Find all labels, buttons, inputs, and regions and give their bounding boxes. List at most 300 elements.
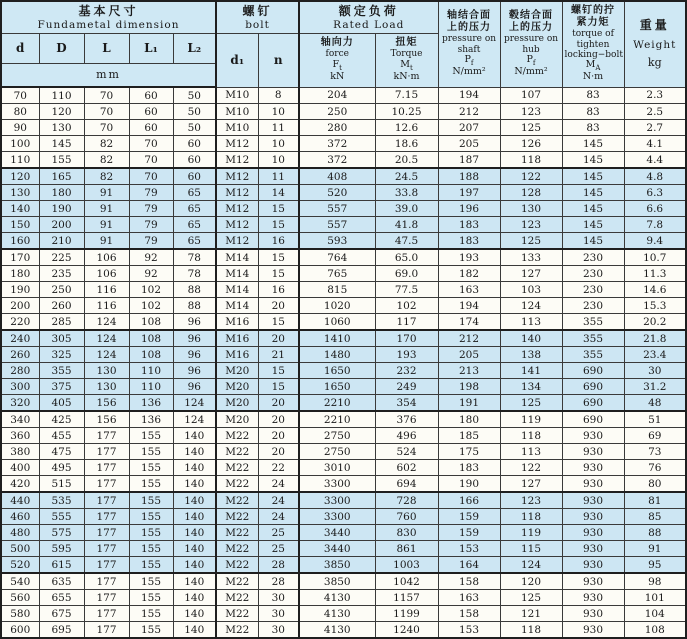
- cell: 16: [258, 233, 299, 250]
- cell: 15: [258, 314, 299, 331]
- cell: 2.5: [624, 104, 686, 120]
- cell: 107: [500, 87, 562, 104]
- cell: 355: [562, 330, 624, 347]
- cell: 930: [562, 492, 624, 509]
- cell: 91: [84, 185, 129, 201]
- cell: M20: [216, 379, 258, 395]
- cell: 123: [500, 492, 562, 509]
- table-row: [1, 136, 686, 152]
- cell: 140: [173, 476, 216, 493]
- cell: 355: [39, 363, 84, 379]
- cell: 3440: [299, 525, 375, 541]
- force-en: force: [325, 49, 349, 60]
- cell: 155: [129, 557, 173, 574]
- cell: 1020: [299, 298, 375, 314]
- cell: 165: [39, 168, 84, 185]
- cell: 60: [173, 168, 216, 185]
- cell: 125: [500, 120, 562, 136]
- table-row: [1, 411, 686, 428]
- cell: 83: [562, 120, 624, 136]
- cell: 1480: [299, 347, 375, 363]
- cell: 145: [562, 201, 624, 217]
- cell: 690: [562, 411, 624, 428]
- cell: 30: [258, 606, 299, 622]
- cell: 28: [258, 557, 299, 574]
- cell: 102: [375, 298, 438, 314]
- cell: 155: [129, 428, 173, 444]
- cell: 155: [129, 460, 173, 476]
- cell: 360: [1, 428, 39, 444]
- cell: 122: [500, 460, 562, 476]
- cell: 47.5: [375, 233, 438, 250]
- cell: 155: [129, 476, 173, 493]
- cell: 128: [500, 185, 562, 201]
- cell: 12.6: [375, 120, 438, 136]
- cell: 355: [562, 314, 624, 331]
- cell: 3850: [299, 557, 375, 574]
- cell: 20.2: [624, 314, 686, 331]
- cell: 102: [129, 282, 173, 298]
- cell: 81: [624, 492, 686, 509]
- cell: 90: [1, 120, 39, 136]
- cell: 6.3: [624, 185, 686, 201]
- cell: 24: [258, 492, 299, 509]
- cell: 177: [84, 622, 129, 639]
- header-basic-dimension: [1, 1, 216, 33]
- cell: 79: [129, 185, 173, 201]
- table-row: [1, 217, 686, 233]
- cell: 183: [438, 233, 500, 250]
- cell: 119: [500, 411, 562, 428]
- cell: 420: [1, 476, 39, 493]
- cell: 495: [39, 460, 84, 476]
- cell: 140: [173, 509, 216, 525]
- cell: 3300: [299, 476, 375, 493]
- cell: 118: [500, 622, 562, 639]
- cell: 930: [562, 573, 624, 590]
- cell: 118: [500, 509, 562, 525]
- cell: 225: [39, 249, 84, 266]
- cell: 175: [438, 444, 500, 460]
- cell: 6.6: [624, 201, 686, 217]
- cell: 861: [375, 541, 438, 557]
- table-row: [1, 590, 686, 606]
- cell: M16: [216, 347, 258, 363]
- cell: 930: [562, 444, 624, 460]
- cell: 156: [84, 411, 129, 428]
- cell: 92: [129, 266, 173, 282]
- cell: 191: [438, 395, 500, 412]
- cell: 930: [562, 622, 624, 639]
- cell: 118: [500, 152, 562, 169]
- force-symbol: $F_t$: [332, 58, 342, 72]
- cell: 70: [129, 152, 173, 169]
- table-row: [1, 314, 686, 331]
- cell: M22: [216, 492, 258, 509]
- cell: 190: [39, 201, 84, 217]
- cell: M22: [216, 573, 258, 590]
- cell: 655: [39, 590, 84, 606]
- cell: 480: [1, 525, 39, 541]
- cell: 765: [299, 266, 375, 282]
- cell: 155: [39, 152, 84, 169]
- cell: 120: [500, 573, 562, 590]
- cell: 145: [562, 168, 624, 185]
- cell: 101: [624, 590, 686, 606]
- cell: 580: [1, 606, 39, 622]
- cell: 78: [173, 266, 216, 282]
- cell: 96: [173, 379, 216, 395]
- cell: 425: [39, 411, 84, 428]
- cell: 557: [299, 217, 375, 233]
- cell: 690: [562, 395, 624, 412]
- table-row: [1, 541, 686, 557]
- cell: 124: [173, 395, 216, 412]
- cell: 140: [173, 428, 216, 444]
- cell: 140: [173, 622, 216, 639]
- cell: 136: [129, 411, 173, 428]
- cell: 212: [438, 104, 500, 120]
- cell: 65: [173, 201, 216, 217]
- cell: M22: [216, 476, 258, 493]
- cell: 160: [1, 233, 39, 250]
- pressure-shaft-symbol: $P_f$: [464, 54, 474, 68]
- cell: 7.8: [624, 217, 686, 233]
- cell: 110: [39, 87, 84, 104]
- cell: 1410: [299, 330, 375, 347]
- cell: 130: [84, 379, 129, 395]
- cell: 15: [258, 201, 299, 217]
- cell: 930: [562, 509, 624, 525]
- cell: 80: [1, 104, 39, 120]
- cell: 230: [562, 282, 624, 298]
- table-row: [1, 606, 686, 622]
- cell: 182: [438, 266, 500, 282]
- cell: 140: [500, 330, 562, 347]
- table-row: [1, 347, 686, 363]
- cell: M12: [216, 201, 258, 217]
- cell: 145: [562, 152, 624, 169]
- cell: 500: [1, 541, 39, 557]
- pressure-hub-en: pressure on hub: [503, 34, 559, 55]
- cell: 30: [624, 363, 686, 379]
- cell: 690: [562, 379, 624, 395]
- cell: 136: [129, 395, 173, 412]
- cell: 140: [173, 606, 216, 622]
- cell: 20: [258, 330, 299, 347]
- pressure-hub-zh: 毂结合面上的压力: [509, 10, 554, 34]
- cell: 193: [438, 249, 500, 266]
- cell: 50: [173, 120, 216, 136]
- cell: 73: [624, 444, 686, 460]
- cell: 60: [173, 152, 216, 169]
- cell: 79: [129, 233, 173, 250]
- cell: 70: [84, 120, 129, 136]
- table-row: [1, 476, 686, 493]
- cell: 180: [438, 411, 500, 428]
- cell: 113: [500, 314, 562, 331]
- cell: 69: [624, 428, 686, 444]
- cell: 280: [299, 120, 375, 136]
- basic-dimension-en: Fundametal dimension: [37, 18, 180, 31]
- cell: 2750: [299, 428, 375, 444]
- cell: 3010: [299, 460, 375, 476]
- cell: 65: [173, 233, 216, 250]
- cell: M16: [216, 314, 258, 331]
- cell: 20.5: [375, 152, 438, 169]
- cell: 177: [84, 428, 129, 444]
- cell: 1042: [375, 573, 438, 590]
- cell: 400: [1, 460, 39, 476]
- cell: 694: [375, 476, 438, 493]
- cell: M22: [216, 460, 258, 476]
- cell: 140: [173, 525, 216, 541]
- cell: 96: [173, 314, 216, 331]
- cell: 39.0: [375, 201, 438, 217]
- cell: 177: [84, 460, 129, 476]
- cell: 300: [1, 379, 39, 395]
- cell: 4.4: [624, 152, 686, 169]
- table-row: [1, 185, 686, 201]
- cell: 70: [84, 87, 129, 104]
- cell: 124: [84, 330, 129, 347]
- col-L1: L₁: [129, 33, 173, 63]
- cell: 155: [129, 541, 173, 557]
- table-row: [1, 492, 686, 509]
- cell: 260: [1, 347, 39, 363]
- cell: 520: [299, 185, 375, 201]
- cell: 180: [1, 266, 39, 282]
- cell: 145: [562, 233, 624, 250]
- cell: 240: [1, 330, 39, 347]
- cell: 2.3: [624, 87, 686, 104]
- cell: 33.8: [375, 185, 438, 201]
- cell: 96: [173, 330, 216, 347]
- cell: 116: [84, 298, 129, 314]
- table-body: [1, 87, 686, 638]
- cell: 200: [39, 217, 84, 233]
- cell: 930: [562, 606, 624, 622]
- cell: 557: [299, 201, 375, 217]
- cell: 96: [173, 347, 216, 363]
- cell: 20: [258, 428, 299, 444]
- cell: 65: [173, 217, 216, 233]
- pressure-shaft-zh: 轴结合面上的压力: [447, 10, 492, 34]
- cell: M12: [216, 217, 258, 233]
- cell: 213: [438, 363, 500, 379]
- cell: 106: [84, 249, 129, 266]
- cell: 408: [299, 168, 375, 185]
- cell: 2210: [299, 395, 375, 412]
- cell: 113: [500, 444, 562, 460]
- cell: 100: [1, 136, 39, 152]
- cell: M22: [216, 590, 258, 606]
- cell: 110: [1, 152, 39, 169]
- table-row: [1, 525, 686, 541]
- cell: M10: [216, 120, 258, 136]
- cell: M12: [216, 152, 258, 169]
- cell: 30: [258, 590, 299, 606]
- cell: 3300: [299, 509, 375, 525]
- cell: M22: [216, 509, 258, 525]
- cell: 535: [39, 492, 84, 509]
- cell: 3300: [299, 492, 375, 509]
- pressure-shaft-en: pressure on shaft: [441, 34, 497, 55]
- cell: 83: [562, 104, 624, 120]
- cell: 141: [500, 363, 562, 379]
- cell: 183: [438, 217, 500, 233]
- cell: 127: [500, 266, 562, 282]
- cell: 930: [562, 590, 624, 606]
- header-rated-load: [299, 1, 438, 33]
- header-pressure-on-shaft: [438, 1, 500, 87]
- cell: 230: [562, 298, 624, 314]
- torque-symbol: $M_t$: [400, 58, 413, 72]
- cell: M22: [216, 541, 258, 557]
- cell: 930: [562, 541, 624, 557]
- torque-zh: 扭矩: [395, 37, 418, 49]
- cell: 21.8: [624, 330, 686, 347]
- cell: 140: [173, 573, 216, 590]
- cell: 145: [562, 136, 624, 152]
- cell: 133: [500, 249, 562, 266]
- cell: 163: [438, 282, 500, 298]
- cell: 108: [129, 314, 173, 331]
- cell: 10.25: [375, 104, 438, 120]
- cell: 196: [438, 201, 500, 217]
- cell: 50: [173, 87, 216, 104]
- locking-bolt-torque-en: torque of tighten locking−bolt: [564, 29, 623, 60]
- cell: 155: [129, 606, 173, 622]
- cell: 170: [1, 249, 39, 266]
- table-row: [1, 201, 686, 217]
- cell: 174: [438, 314, 500, 331]
- col-L: L: [84, 33, 129, 63]
- cell: 124: [84, 347, 129, 363]
- cell: 140: [173, 557, 216, 574]
- cell: 515: [39, 476, 84, 493]
- cell: 126: [500, 136, 562, 152]
- cell: 30: [258, 622, 299, 639]
- cell: 130: [84, 363, 129, 379]
- cell: 20: [258, 298, 299, 314]
- col-D: D: [39, 33, 84, 63]
- cell: 540: [1, 573, 39, 590]
- cell: 205: [438, 347, 500, 363]
- cell: 230: [562, 266, 624, 282]
- cell: 260: [39, 298, 84, 314]
- header-weight: [624, 1, 686, 87]
- header-locking-bolt-torque: [562, 1, 624, 87]
- table-row: [1, 330, 686, 347]
- cell: 177: [84, 492, 129, 509]
- cell: 575: [39, 525, 84, 541]
- cell: 177: [84, 573, 129, 590]
- cell: 60: [129, 104, 173, 120]
- cell: 230: [562, 249, 624, 266]
- cell: 41.8: [375, 217, 438, 233]
- cell: 440: [1, 492, 39, 509]
- cell: 376: [375, 411, 438, 428]
- cell: 177: [84, 476, 129, 493]
- cell: 28: [258, 573, 299, 590]
- cell: 2210: [299, 411, 375, 428]
- cell: 153: [438, 541, 500, 557]
- cell: 204: [299, 87, 375, 104]
- cell: 815: [299, 282, 375, 298]
- cell: 1003: [375, 557, 438, 574]
- cell: 15: [258, 363, 299, 379]
- basic-dimension-zh: 基本尺寸: [78, 3, 139, 18]
- col-axial-force: [299, 33, 375, 87]
- cell: 177: [84, 557, 129, 574]
- cell: 122: [500, 168, 562, 185]
- locking-bolt-torque-symbol: $M_A$: [585, 59, 601, 73]
- cell: 116: [84, 282, 129, 298]
- cell: 1650: [299, 363, 375, 379]
- cell: 166: [438, 492, 500, 509]
- cell: 15.3: [624, 298, 686, 314]
- cell: 930: [562, 557, 624, 574]
- cell: 124: [84, 314, 129, 331]
- col-d1: d₁: [216, 33, 258, 87]
- cell: 375: [39, 379, 84, 395]
- cell: 78: [173, 249, 216, 266]
- cell: 145: [562, 217, 624, 233]
- cell: 70: [129, 168, 173, 185]
- cell: 249: [375, 379, 438, 395]
- table-row: [1, 282, 686, 298]
- cell: 155: [129, 525, 173, 541]
- cell: 82: [84, 168, 129, 185]
- cell: 194: [438, 87, 500, 104]
- cell: 20: [258, 444, 299, 460]
- cell: 24.5: [375, 168, 438, 185]
- cell: 82: [84, 136, 129, 152]
- cell: 1199: [375, 606, 438, 622]
- cell: 140: [173, 444, 216, 460]
- cell: 24: [258, 476, 299, 493]
- cell: 138: [500, 347, 562, 363]
- table-row: [1, 395, 686, 412]
- cell: M22: [216, 428, 258, 444]
- cell: 153: [438, 622, 500, 639]
- table-row: [1, 363, 686, 379]
- cell: M10: [216, 87, 258, 104]
- weight-en: Weight: [633, 39, 677, 52]
- cell: 77.5: [375, 282, 438, 298]
- cell: 4130: [299, 590, 375, 606]
- table-row: [1, 120, 686, 136]
- cell: 593: [299, 233, 375, 250]
- cell: 115: [500, 541, 562, 557]
- cell: M14: [216, 249, 258, 266]
- cell: 18.6: [375, 136, 438, 152]
- cell: 130: [39, 120, 84, 136]
- cell: M22: [216, 444, 258, 460]
- cell: 4.1: [624, 136, 686, 152]
- cell: 15: [258, 266, 299, 282]
- table-row: [1, 152, 686, 169]
- cell: 14.6: [624, 282, 686, 298]
- cell: 10: [258, 104, 299, 120]
- cell: M22: [216, 622, 258, 639]
- cell: 83: [562, 87, 624, 104]
- table-row: [1, 168, 686, 185]
- torque-unit: kN·m: [393, 70, 420, 82]
- cell: 108: [129, 347, 173, 363]
- cell: 155: [129, 590, 173, 606]
